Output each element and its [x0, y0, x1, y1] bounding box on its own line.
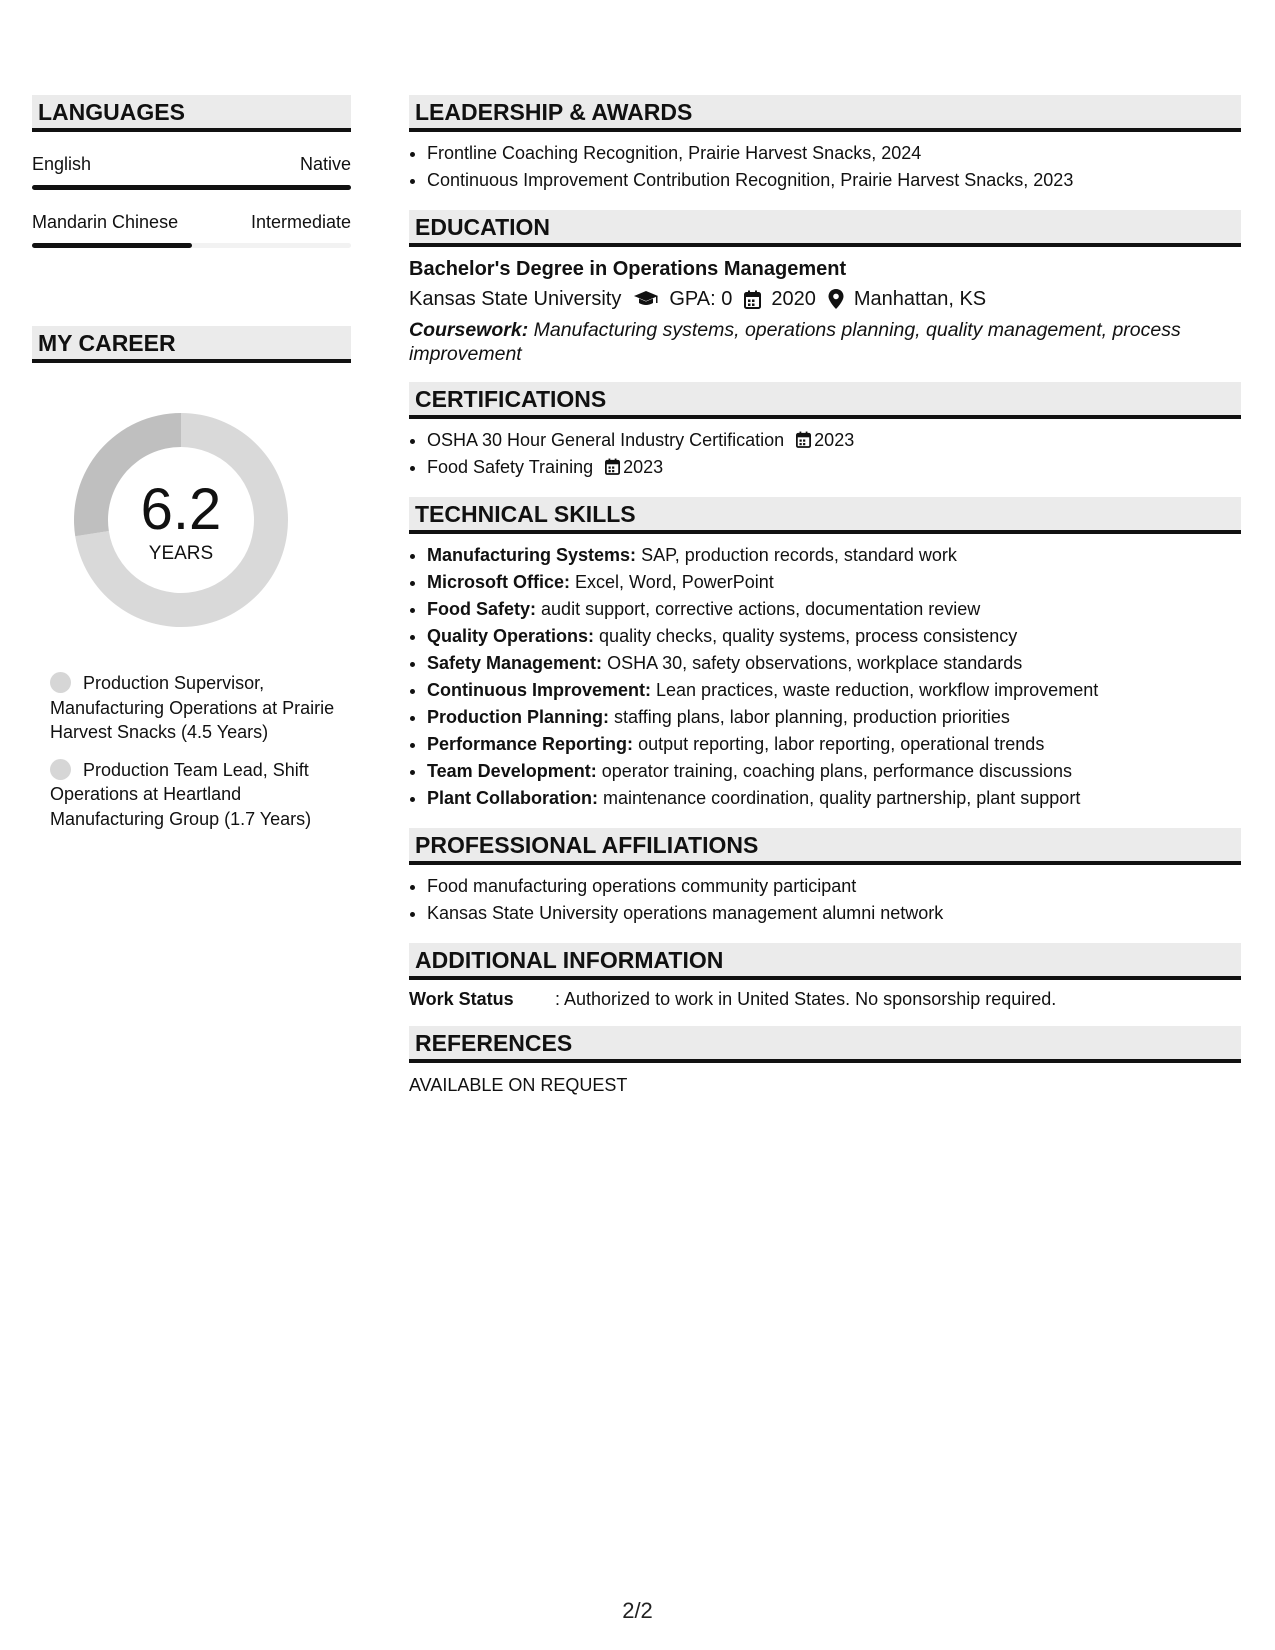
- certification-item: [427, 454, 1241, 481]
- map-pin-icon: [828, 289, 844, 309]
- language-name: Mandarin Chinese: [32, 212, 179, 232]
- education-degree: Bachelor's Degree in Operations Management: [409, 258, 847, 280]
- certifications-heading: CERTIFICATIONS: [409, 382, 1241, 419]
- references-text: AVAILABLE ON REQUEST: [409, 1075, 628, 1095]
- skill-label: Microsoft Office:: [427, 572, 571, 592]
- skill-label: Manufacturing Systems:: [427, 545, 637, 565]
- language-item: [32, 154, 351, 190]
- skill-item: [427, 758, 1241, 785]
- skill-text: quality checks, quality systems, process consistency: [599, 626, 1018, 646]
- language-proficiency-bar: [32, 185, 351, 190]
- skill-text: Excel, Word, PowerPoint: [575, 572, 774, 592]
- languages-heading: LANGUAGES: [32, 95, 351, 132]
- education-school: Kansas State University: [409, 288, 622, 310]
- education-heading: EDUCATION: [409, 210, 1241, 247]
- skill-text: maintenance coordination, quality partnership, plant support: [603, 788, 1081, 808]
- skill-item: [427, 596, 1241, 623]
- coursework-label: Coursework:: [409, 319, 529, 341]
- skill-item: [427, 785, 1241, 812]
- skills-section: [409, 497, 1241, 812]
- certifications-section: [409, 382, 1241, 481]
- skill-text: operator training, coaching plans, performance discussions: [601, 761, 1072, 781]
- references-heading: REFERENCES: [409, 1026, 1241, 1063]
- education-gpa: GPA: 0: [669, 288, 733, 310]
- skill-label: Safety Management:: [427, 653, 603, 673]
- language-proficiency-fill: [32, 185, 351, 190]
- skill-text: output reporting, labor reporting, operational trends: [638, 734, 1045, 754]
- references-section: [409, 1026, 1241, 1096]
- education-coursework: [409, 318, 1241, 366]
- education-location: Manhattan, KS: [853, 288, 987, 310]
- skill-text: OSHA 30, safety observations, workplace standards: [607, 653, 1023, 673]
- graduation-cap-icon: [633, 290, 659, 308]
- skills-heading: TECHNICAL SKILLS: [409, 497, 1241, 534]
- career-total-years: 6.2: [140, 477, 222, 542]
- skill-text: SAP, production records, standard work: [641, 545, 957, 565]
- left-column: [32, 95, 351, 844]
- leadership-section: [409, 95, 1241, 194]
- legend-dot-icon: [50, 759, 71, 780]
- skill-item: [427, 677, 1241, 704]
- skill-label: Food Safety:: [427, 599, 537, 619]
- affiliation-item: • Kansas State University operations management alumni network: [427, 900, 1241, 927]
- leadership-heading: LEADERSHIP & AWARDS: [409, 95, 1241, 132]
- right-column: [409, 95, 1241, 1112]
- additional-section: [409, 943, 1241, 1010]
- coursework-text: Manufacturing systems, operations planning, quality management, process improvement: [409, 319, 1181, 365]
- legend-dot-icon: [50, 672, 71, 693]
- skill-item: [427, 623, 1241, 650]
- skill-text: audit support, corrective actions, documentation review: [541, 599, 981, 619]
- skill-label: Team Development:: [427, 761, 597, 781]
- language-level: Native: [299, 154, 351, 174]
- career-heading: MY CAREER: [32, 326, 351, 363]
- language-name: English: [32, 154, 92, 174]
- career-role-text: Production Supervisor, Manufacturing Operations at Prairie Harvest Snacks (4.5 Years): [50, 673, 335, 742]
- career-role-list: [50, 671, 351, 831]
- education-year: 2020: [771, 288, 816, 310]
- language-level: Intermediate: [250, 212, 351, 232]
- skill-label: Continuous Improvement:: [427, 680, 651, 700]
- calendar-icon: [744, 290, 761, 309]
- leadership-item: • Frontline Coaching Recognition, Prairie Harvest Snacks, 2024: [427, 140, 1241, 167]
- career-role: [50, 758, 340, 832]
- skill-item: [427, 704, 1241, 731]
- affiliations-section: [409, 828, 1241, 927]
- page-number: 2/2: [622, 1598, 653, 1623]
- skill-item: [427, 731, 1241, 758]
- language-item: [32, 212, 351, 248]
- certification-item: [427, 427, 1241, 454]
- skill-item: [427, 569, 1241, 596]
- skill-label: Production Planning:: [427, 707, 609, 727]
- leadership-item: • Continuous Improvement Contribution Recognition, Prairie Harvest Snacks, 2023: [427, 167, 1241, 194]
- career-role: [50, 671, 340, 745]
- certification-name: OSHA 30 Hour General Industry Certification: [427, 430, 785, 450]
- certification-year: 2023: [623, 457, 664, 477]
- career-years-label: YEARS: [148, 543, 214, 564]
- education-section: [409, 210, 1241, 366]
- language-proficiency-bar: [32, 243, 351, 248]
- affiliation-item: • Food manufacturing operations community participant: [427, 873, 1241, 900]
- language-proficiency-fill: [32, 243, 192, 248]
- skill-item: [427, 542, 1241, 569]
- affiliations-heading: PROFESSIONAL AFFILIATIONS: [409, 828, 1241, 865]
- skill-text: staffing plans, labor planning, production priorities: [614, 707, 1010, 727]
- work-status-value: : Authorized to work in United States. No sponsorship required.: [555, 989, 1057, 1009]
- skill-label: Performance Reporting:: [427, 734, 634, 754]
- additional-heading: ADDITIONAL INFORMATION: [409, 943, 1241, 980]
- calendar-icon: [796, 431, 811, 448]
- career-donut-chart: [66, 405, 296, 635]
- work-status-label: Work Status: [409, 989, 514, 1009]
- skill-item: [427, 650, 1241, 677]
- skill-label: Quality Operations:: [427, 626, 595, 646]
- certification-name: Food Safety Training: [427, 457, 594, 477]
- skill-text: Lean practices, waste reduction, workflow improvement: [656, 680, 1099, 700]
- career-role-text: Production Team Lead, Shift Operations at Heartland Manufacturing Group (1.7 Years): [50, 759, 312, 829]
- certification-year: 2023: [814, 430, 855, 450]
- calendar-icon: [605, 458, 620, 475]
- skill-label: Plant Collaboration:: [427, 788, 598, 808]
